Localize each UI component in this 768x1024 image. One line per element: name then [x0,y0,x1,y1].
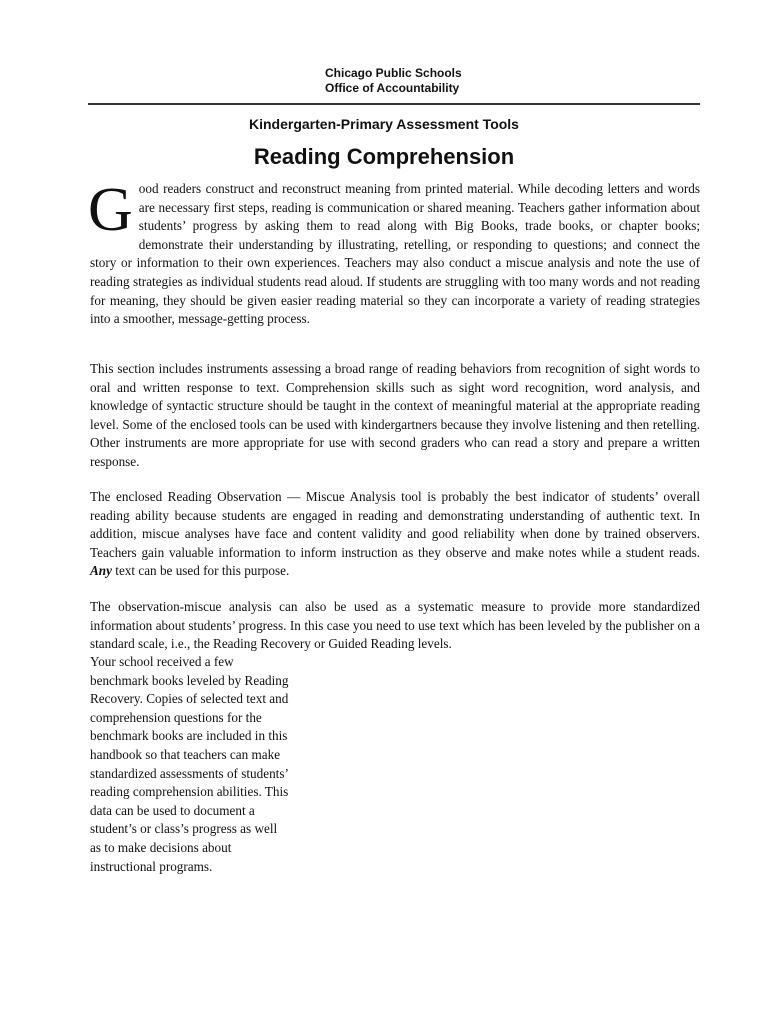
paragraph-benchmark-books: Your school received a few benchmark books leveled by Reading Recovery. Copies of selected text and comprehension questions for the benchmark books are included in this handbook so that teachers can make standardized assessments of students’ reading comprehension abilities. This data can be used to document a student’s or class’s progress as well as to make decisions about instructional programs. [90,654,289,874]
header-divider [88,103,700,105]
document-subtitle: Kindergarten-Primary Assessment Tools [249,116,519,132]
emphasis-any: Any [90,563,112,579]
organization-header [325,66,462,96]
paragraph-miscue-text-end: text can be used for this purpose. [115,563,290,579]
paragraph-instruments: This section includes instruments assessing a broad range of reading behaviors from recognition of sight words to oral and written response to text. Comprehension skills such as sight word recognition, word analysis, and knowledge of syntactic structure should be taught in the context of meaningful material at the appropriate reading level. Some of the enclosed tools can be used with kindergartners because they involve listening and then retelling. Other instruments are more appropriate for use with second graders who can read a story and prepare a written response. [90,361,700,469]
org-name: Chicago Public Schools [325,66,462,80]
paragraph-miscue-text: The enclosed Reading Observation — Miscue Analysis tool is probably the best indicator of students’ overall reading ability because students are engaged in reading and demonstrating understanding of authentic text. In addition, miscue analyses have face and content validity and good reliability when done by trained observers. Teachers gain valuable information to inform instruction as they observe and make notes while a student reads. [90,489,700,560]
drop-cap: G [88,176,133,244]
page-title: Reading Comprehension [253,144,515,169]
paragraph-miscue-analysis [90,488,700,581]
org-office: Office of Accountability [325,81,460,95]
paragraph-intro [88,176,700,329]
paragraph-standardized: The observation-miscue analysis can also be used as a systematic measure to provide more standardized information about students’ progress. In this case you need to use text which has been leveled by the publisher on a standard scale, i.e., the Reading Recovery or Guided Reading levels. [90,599,700,652]
paragraph-intro-text: ood readers construct and reconstruct meaning from printed material. While decoding letters and words are necessary first steps, reading is communication or shared meaning. Teachers gather information about students’ progress by asking them to read along with Big Books, trade books, or chapter books; demonstrate their understanding by illustrating, retelling, or responding to questions; and connect the story or information to their own experiences. Teachers may also conduct a miscue analysis and note the use of reading strategies as individual students read aloud. If students are struggling with too many words and not reading for meaning, they should be given easier reading material so they can incorporate a variety of reading strategies into a smoother, message-getting process. [90,181,700,327]
